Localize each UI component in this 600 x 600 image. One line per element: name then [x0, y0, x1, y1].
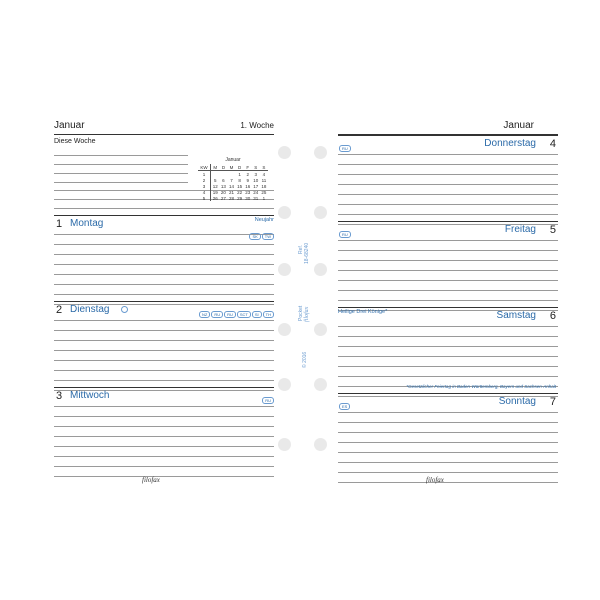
- calendar-day-cell: 29: [237, 195, 243, 201]
- calendar-day-cell: 6: [222, 177, 225, 183]
- left-page: [54, 120, 274, 484]
- ruled-line: [54, 294, 274, 295]
- ruled-line: [54, 360, 274, 361]
- calendar-header-cell: KW: [198, 164, 211, 171]
- calendar-day-cell: 25: [261, 189, 267, 195]
- week-number: 1. Woche: [240, 121, 274, 130]
- ruled-line: [54, 416, 274, 417]
- day-number: 6: [549, 310, 556, 322]
- ruled-line: [338, 250, 558, 251]
- ruled-line: [338, 154, 558, 155]
- region-badge: SK: [249, 233, 260, 240]
- day-header: [54, 215, 274, 239]
- ruled-line: [338, 260, 558, 261]
- calendar-day-cell: 15: [237, 183, 243, 189]
- ruled-line: [338, 422, 558, 423]
- ruled-line: [338, 366, 558, 367]
- month-title: Januar: [503, 120, 534, 131]
- diary-sheet: [42, 110, 558, 492]
- calendar-day-cell: 1: [238, 171, 241, 177]
- month-title: Januar: [54, 120, 85, 131]
- ruled-line: [338, 412, 558, 413]
- ruled-line: [54, 476, 274, 477]
- region-badge: SI: [252, 311, 262, 318]
- day-name: Mittwoch: [70, 390, 110, 401]
- calendar-day-cell: 26: [212, 195, 218, 201]
- day-name: Sonntag: [498, 396, 536, 407]
- calendar-day-cell: 4: [262, 171, 266, 177]
- ruled-line: [54, 164, 188, 165]
- calendar-header-cell: S: [260, 164, 268, 171]
- ruled-line: [338, 432, 558, 433]
- spine-ref-label: Ref.: [298, 244, 304, 254]
- calendar-day-cell: 5: [198, 195, 211, 201]
- ruled-line: [54, 380, 274, 381]
- calendar-week-row: [198, 195, 268, 201]
- binder-hole: [278, 378, 291, 391]
- region-badges: [248, 225, 274, 243]
- mini-calendar-grid: [198, 164, 268, 201]
- calendar-day-cell: 19: [212, 189, 218, 195]
- ruled-line: [54, 466, 274, 467]
- ruled-line: [54, 370, 274, 371]
- day-header: [54, 301, 274, 318]
- spine-ref-number: 18-68240: [304, 242, 310, 264]
- ruled-line: [338, 214, 558, 215]
- ruled-line: [338, 194, 558, 195]
- ruled-line: [54, 284, 274, 285]
- calendar-day-cell: 13: [220, 183, 226, 189]
- ruled-line: [338, 326, 558, 327]
- holiday-label: Heilige Drei Könige*: [338, 309, 388, 315]
- calendar-day-cell: 1: [198, 171, 211, 178]
- region-badge: TH: [263, 311, 274, 318]
- region-badges: [338, 137, 351, 155]
- region-badges: [261, 389, 274, 407]
- calendar-day-cell: 27: [220, 195, 226, 201]
- ruled-line: [54, 155, 188, 156]
- spine-copyright: © 2016: [302, 351, 308, 368]
- binder-hole: [314, 206, 327, 219]
- calendar-day-cell: 7: [230, 177, 233, 183]
- brand-logo: filofax: [142, 476, 160, 484]
- ruled-line: [338, 290, 558, 291]
- calendar-day-cell: 1: [262, 195, 266, 201]
- ruled-line: [338, 300, 558, 301]
- ruled-line: [338, 462, 558, 463]
- day-section: [338, 135, 558, 221]
- day-number: 4: [549, 138, 556, 150]
- ruled-line: [54, 173, 188, 174]
- region-badge: RU: [262, 397, 274, 404]
- ruled-line: [54, 264, 274, 265]
- ruled-line: [54, 340, 274, 341]
- calendar-day-cell: 23: [245, 189, 251, 195]
- region-badge: NZ: [199, 311, 210, 318]
- day-name: Donnerstag: [484, 138, 536, 149]
- ruled-line: [54, 254, 274, 255]
- day-number: 3: [56, 390, 63, 402]
- calendar-day-cell: 5: [213, 177, 217, 183]
- brand-logo: filofax: [426, 476, 444, 484]
- calendar-header-cell: D: [236, 164, 244, 171]
- this-week-label: Diese Woche: [54, 138, 96, 145]
- binder-hole: [278, 323, 291, 336]
- calendar-header-cell: S: [252, 164, 260, 171]
- calendar-day-cell: 20: [220, 189, 226, 195]
- binder-hole: [278, 263, 291, 276]
- ruled-line: [54, 350, 274, 351]
- day-section: [54, 301, 274, 387]
- ruled-line: [54, 234, 274, 235]
- day-section: [54, 215, 274, 301]
- calendar-day-cell: 28: [229, 195, 235, 201]
- binder-hole: [314, 263, 327, 276]
- calendar-day-cell: 22: [237, 189, 243, 195]
- calendar-header-cell: M: [227, 164, 235, 171]
- day-header: [338, 221, 558, 238]
- binder-hole: [314, 323, 327, 336]
- day-section: [338, 221, 558, 307]
- ruled-line: [54, 208, 274, 209]
- day-name: Montag: [70, 218, 104, 229]
- ruled-line: [54, 330, 274, 331]
- ruled-line: [338, 452, 558, 453]
- region-badge: RU: [211, 311, 223, 318]
- day-name: Freitag: [504, 224, 536, 235]
- day-name: Samstag: [496, 310, 536, 321]
- mini-calendar: [198, 157, 268, 201]
- ruled-line: [338, 184, 558, 185]
- ruled-line: [338, 356, 558, 357]
- region-badge: TW: [262, 233, 274, 240]
- day-header: [338, 307, 558, 324]
- day-number: 7: [549, 396, 556, 408]
- binder-hole: [278, 438, 291, 451]
- binder-hole: [314, 438, 327, 451]
- day-number: 5: [549, 224, 556, 236]
- region-badge: ES: [339, 403, 350, 410]
- calendar-day-cell: 2: [198, 177, 211, 183]
- moon-phase-icon: [121, 306, 128, 313]
- footnote: *Gesetzlicher Feiertag in Baden-Württemberg, Bayern und Sachsen-Anhalt: [406, 384, 556, 389]
- calendar-day-cell: 3: [254, 171, 258, 177]
- day-section: [54, 387, 274, 473]
- calendar-day-cell: 18: [261, 183, 267, 189]
- day-number: 1: [56, 218, 63, 230]
- this-week-section: [54, 135, 274, 215]
- spine-brand: filofax: [304, 306, 310, 322]
- calendar-day-cell: 10: [253, 177, 259, 183]
- calendar-day-cell: 9: [246, 177, 249, 183]
- ruled-line: [54, 456, 274, 457]
- calendar-header-cell: D: [219, 164, 227, 171]
- ruled-line: [54, 426, 274, 427]
- ruled-line: [338, 346, 558, 347]
- calendar-day-cell: 12: [212, 183, 218, 189]
- ruled-line: [338, 472, 558, 473]
- holiday-label: Neujahr: [254, 217, 274, 223]
- ruled-line: [54, 436, 274, 437]
- calendar-header-cell: F: [244, 164, 252, 171]
- region-badge: RU: [339, 231, 351, 238]
- day-section: [338, 307, 558, 393]
- ruled-line: [54, 446, 274, 447]
- mini-calendar-title: Januar: [225, 157, 241, 163]
- day-number: 2: [56, 304, 63, 316]
- spine-pocket-label: Pocket: [298, 305, 304, 321]
- ruled-line: [338, 336, 558, 337]
- calendar-day-cell: 24: [253, 189, 259, 195]
- right-page: [338, 120, 558, 484]
- region-badges: [338, 395, 350, 413]
- ruled-line: [338, 270, 558, 271]
- ruled-line: [54, 244, 274, 245]
- calendar-day-cell: 31: [253, 195, 259, 201]
- day-header: [338, 135, 558, 152]
- calendar-day-cell: 2: [246, 171, 249, 177]
- ruled-line: [54, 182, 188, 183]
- ruled-line: [54, 274, 274, 275]
- calendar-day-cell: 3: [198, 183, 211, 189]
- calendar-day-cell: 8: [238, 177, 241, 183]
- ruled-line: [338, 204, 558, 205]
- left-header: [54, 120, 274, 135]
- binder-hole: [314, 378, 327, 391]
- ruled-line: [338, 164, 558, 165]
- region-badges: [198, 303, 274, 321]
- region-badges: [338, 223, 351, 241]
- day-section: [338, 393, 558, 479]
- day-header: [54, 387, 274, 404]
- calendar-day-cell: 17: [253, 183, 259, 189]
- right-header: [338, 120, 558, 135]
- calendar-day-cell: 11: [261, 177, 267, 183]
- day-header: [338, 393, 558, 410]
- binder-hole: [278, 146, 291, 159]
- ruled-line: [338, 442, 558, 443]
- day-name: Dienstag: [70, 304, 110, 315]
- calendar-header-cell: M: [211, 164, 220, 171]
- ruled-line: [54, 406, 274, 407]
- calendar-day-cell: 4: [198, 189, 211, 195]
- ruled-line: [338, 280, 558, 281]
- ruled-line: [338, 482, 558, 483]
- region-badge: SCT: [237, 311, 251, 318]
- ruled-line: [338, 240, 558, 241]
- region-badge: RU: [339, 145, 351, 152]
- calendar-day-cell: 16: [245, 183, 251, 189]
- region-badge: RU: [224, 311, 236, 318]
- ruled-line: [338, 174, 558, 175]
- binder-hole: [278, 206, 291, 219]
- ruled-line: [338, 376, 558, 377]
- calendar-day-cell: 21: [229, 189, 235, 195]
- binder-hole: [314, 146, 327, 159]
- calendar-day-cell: 30: [245, 195, 251, 201]
- calendar-day-cell: 14: [229, 183, 235, 189]
